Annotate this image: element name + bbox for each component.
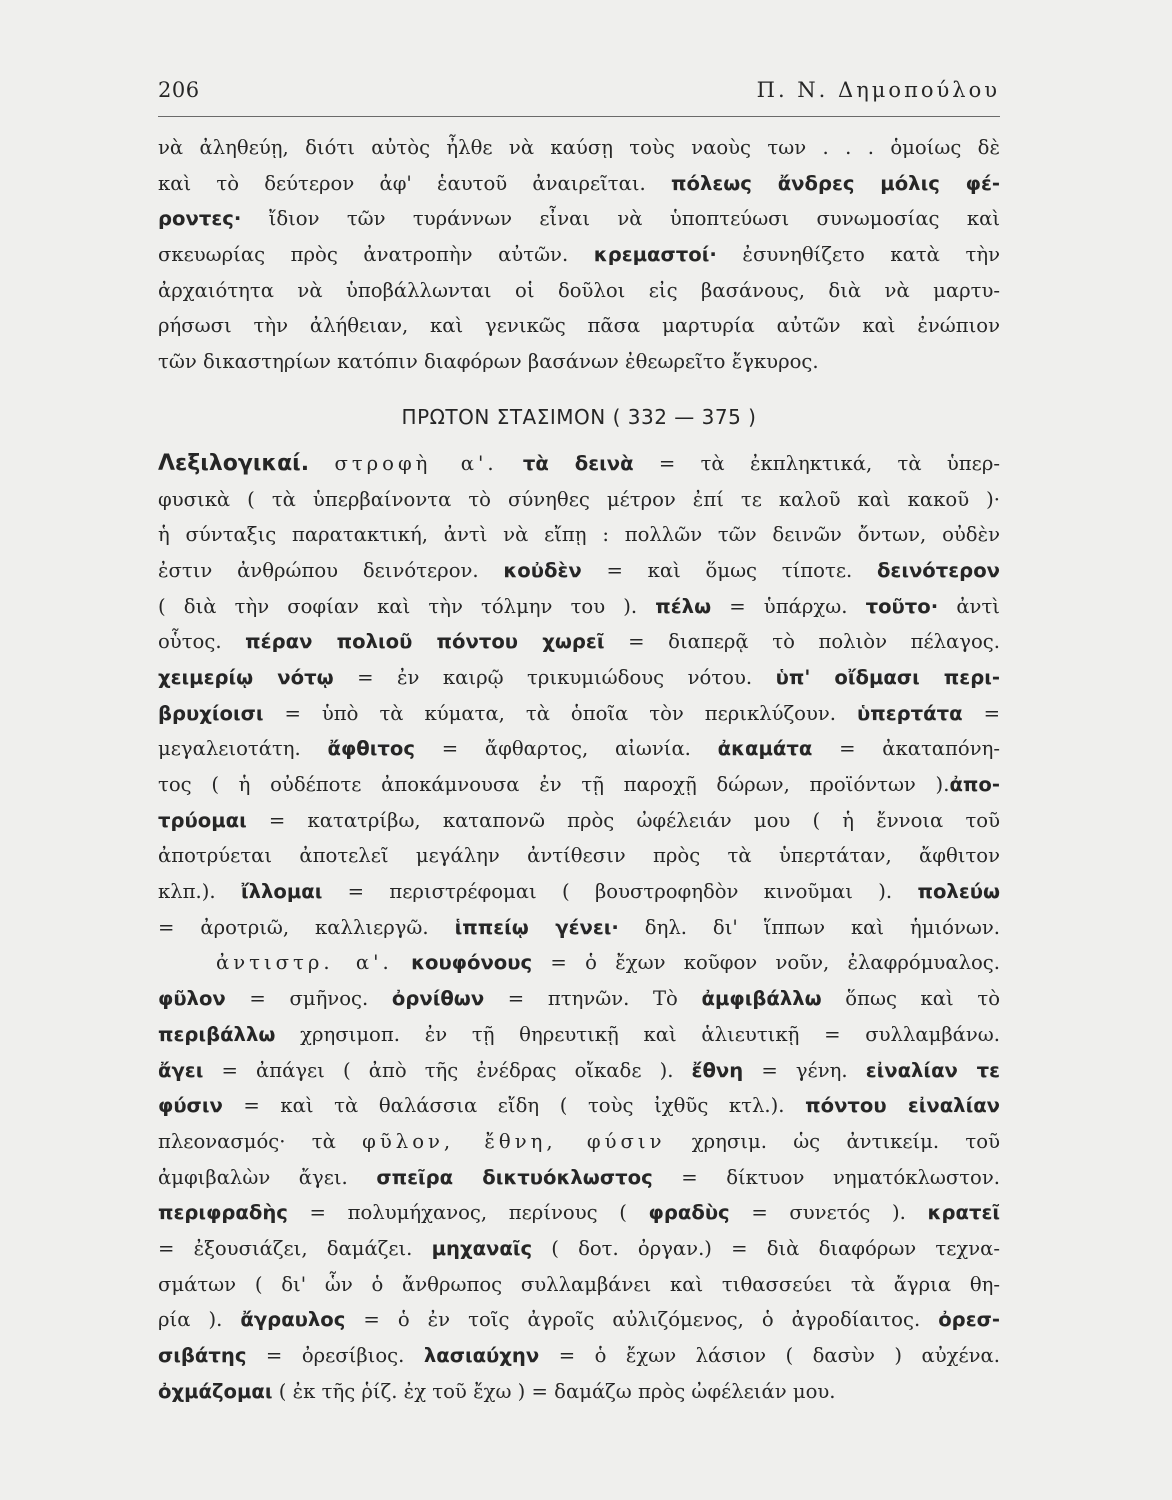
text-line (158, 874, 1000, 910)
lemma-term: πέραν πολιοῦ πόντου χωρεῖ (245, 630, 605, 654)
gloss-text: ἴδιον τῶν τυράννων εἶναι νὰ ὑποπτεύωσι συνωμοσίας καὶ (241, 207, 1000, 231)
text-line (158, 910, 1000, 946)
lemma-term: ἄγει (158, 1058, 204, 1082)
lemma-term: πόλεως ἄνδρες μόλις φέ- (671, 171, 1000, 195)
text-line (158, 130, 1000, 166)
gloss-text: = περιστρέφομαι ( βουστροφηδὸν κινοῦμαι ). (322, 880, 918, 904)
section-title: ΠΡΩΤΟΝ ΣΤΑΣΙΜΟΝ ( 332 — 375 ) (401, 404, 757, 429)
text-line (158, 589, 1000, 625)
lemma-term: ἄγραυλος (240, 1308, 346, 1332)
text-line (158, 482, 1000, 518)
gloss-text: οὗτος. (158, 630, 246, 654)
text-line (158, 201, 1000, 237)
text-line (158, 731, 1000, 767)
spaced-label: ἀντιστρ. α'. (216, 951, 393, 975)
text-line (158, 273, 1000, 309)
gloss-text (498, 452, 523, 475)
lemma-term: τὰ δεινὰ (522, 451, 634, 475)
text-line (158, 1267, 1000, 1303)
gloss-text: μεγαλειοτάτη. (158, 737, 328, 761)
lemma-term: φῦλον (158, 987, 226, 1011)
text-line (158, 517, 1000, 553)
text-line (158, 1053, 1000, 1089)
text-line (158, 1338, 1000, 1374)
gloss-text: = καὶ ὅμως τίποτε. (581, 558, 877, 582)
running-head: Π. Ν. Δημοπούλου (756, 78, 1000, 102)
text-line (158, 1017, 1000, 1053)
lemma-term: ὑπερτάτα (857, 701, 963, 725)
lemma-term: Λεξιλογικαί. (158, 450, 310, 476)
gloss-text: = ἀπάγει ( ἀπὸ τῆς ἐνέδρας οἴκαδε ). (203, 1058, 692, 1082)
text-line (158, 553, 1000, 589)
spaced-label: στροφὴ α'. (334, 451, 498, 475)
gloss-text: = γένη. (743, 1058, 866, 1082)
lemma-term: ἄφθιτος (327, 737, 415, 761)
lemma-term: πολεύω (917, 880, 1000, 904)
gloss-text: = (962, 701, 1000, 725)
lemma-term: περιβάλλω (158, 1022, 276, 1046)
text-line (158, 308, 1000, 344)
gloss-text: ἐσυνηθίζετο κατὰ τὴν (716, 243, 1000, 267)
text-line (158, 838, 1000, 874)
text-line (158, 166, 1000, 202)
lemma-term: τοῦτο· (865, 594, 939, 618)
text-line (158, 1231, 1000, 1267)
gloss-text: = ὑπάρχω. (711, 594, 866, 618)
gloss-text: τος ( ἡ οὐδέποτε ἀποκάμνουσα ἐν τῇ παροχῇ δώρων, προϊόντων ). (158, 773, 950, 796)
text-line (158, 1124, 1000, 1160)
lemma-term: ὀρεσ- (938, 1308, 1000, 1332)
lemma-term: κουφόνους (411, 951, 533, 975)
lemma-term: σπεῖρα δικτυόκλωστος (376, 1165, 653, 1189)
text-line (158, 981, 1000, 1017)
gloss-text: ( διὰ τὴν σοφίαν καὶ τὴν τόλμην του ). (158, 594, 656, 618)
gloss-text: = ὁ ἔχων κοῦφον νοῦν, ἐλαφρόμυαλος. (532, 951, 1000, 975)
text-line (158, 446, 1000, 482)
gloss-text: χρησιμ. ὡς ἀντικείμ. τοῦ (665, 1129, 1000, 1153)
gloss-text: = συνετός ). (729, 1201, 928, 1225)
gloss-text: καὶ τὸ δεύτερον ἀφ' ἑαυτοῦ ἀναιρεῖται. (158, 171, 671, 195)
gloss-text: = ἀκαταπόνη- (812, 737, 1000, 761)
lemma-term: ἀκαμάτα (717, 737, 813, 761)
lemma-term: κρεμαστοί· (593, 243, 717, 267)
lemma-term: εἰναλίαν τε (865, 1058, 1000, 1082)
lemma-term: ἱππείῳ γένει· (454, 915, 619, 939)
lemma-term: κοὐδὲν (503, 558, 582, 582)
text-line (158, 945, 1000, 981)
gloss-text: = ὁ ἐν τοῖς ἀγροῖς αὐλιζόμενος, ὁ ἀγροδίαιτος. (345, 1308, 939, 1332)
gloss-text: = πτηνῶν. Τὸ (484, 987, 702, 1011)
gloss-text: = ἀροτριῶ, καλλιεργῶ. (158, 915, 455, 939)
gloss-text: ρία ). (158, 1308, 241, 1332)
gloss-text: = ἐν καιρῷ τρικυμιώδους νότου. (333, 665, 776, 689)
gloss-text: πλεονασμός· τὰ (158, 1129, 363, 1153)
text-line (158, 767, 1000, 803)
gloss-text: νὰ ἀληθεύῃ, διότι αὐτὸς ἦλθε νὰ καύσῃ τοὺς ναοὺς των . . . ὁμοίως δὲ (158, 136, 1000, 159)
gloss-text: κλπ.). (158, 880, 241, 904)
gloss-text: σμάτων ( δι' ὧν ὁ ἄνθρωπος συλλαμβάνει καὶ τιθασσεύει τὰ ἄγρια θη- (158, 1272, 1000, 1296)
text-line (158, 660, 1000, 696)
lemma-term: φύσιν (158, 1094, 223, 1118)
text-line (158, 1088, 1000, 1124)
gloss-text: ἀποτρύεται ἀποτελεῖ μεγάλην ἀντίθεσιν πρὸς τὰ ὑπερτάταν, ἄφθιτον (158, 844, 1000, 868)
lemma-term: σιβάτης (158, 1344, 247, 1367)
text-line (158, 344, 1000, 380)
commentary-text (158, 130, 1000, 1409)
gloss-text: = ἄφθαρτος, αἰωνία. (414, 737, 718, 761)
gloss-text: ἀντὶ (938, 594, 1000, 618)
lemma-term: πέλω (655, 594, 712, 618)
text-line (158, 1302, 1000, 1338)
gloss-text: δηλ. δι' ἵππων καὶ ἡμιόνων. (618, 915, 1000, 939)
lemma-term: δεινότερον (876, 558, 1000, 582)
gloss-text: φυσικὰ ( τὰ ὑπερβαίνοντα τὸ σύνηθες μέτρον ἐπί τε καλοῦ καὶ κακοῦ )· (158, 487, 1000, 511)
gloss-text: χρησιμοπ. ἐν τῇ θηρευτικῇ καὶ ἁλιευτικῇ = συλλαμβάνω. (275, 1022, 1000, 1046)
lemma-term: κρατεῖ (927, 1201, 1000, 1225)
lemma-term: ὀρνίθων (391, 987, 485, 1011)
text-line (158, 624, 1000, 660)
gloss-text: ἐστιν ἀνθρώπου δεινότερον. (158, 558, 504, 582)
gloss-text: τῶν δικαστηρίων κατόπιν διαφόρων βασάνων ἐθεωρεῖτο ἔγκυρος. (158, 350, 819, 374)
text-line (158, 1195, 1000, 1231)
text-line (158, 803, 1000, 839)
gloss-text: ὅπως καὶ τὸ (821, 987, 1000, 1011)
gloss-text: = διαπερᾷ τὸ πολιὸν πέλαγος. (604, 630, 1000, 654)
gloss-text: = κατατρίβω, καταπονῶ πρὸς ὠφέλειάν μου ( ἡ ἔννοια τοῦ (246, 808, 1000, 832)
page-header (158, 76, 1000, 117)
lemma-term: βρυχίοισι (158, 701, 264, 725)
gloss-text: ( δοτ. ὀργαν.) = διὰ διαφόρων τεχνα- (532, 1236, 1000, 1260)
gloss-text: = ὀρεσίβιος. (246, 1344, 424, 1367)
text-line (158, 1374, 1000, 1410)
gloss-text (309, 452, 334, 475)
lemma-term: ὀχμάζομαι (158, 1379, 273, 1403)
lemma-term: χειμερίῳ νότῳ (158, 665, 334, 689)
gloss-text: ρήσωσι τὴν ἀλήθειαν, καὶ γενικῶς πᾶσα μαρτυρία αὐτῶν καὶ ἐνώπιον (158, 314, 1000, 338)
gloss-text: = σμῆνος. (225, 987, 392, 1011)
gloss-text (393, 951, 411, 974)
lemma-term: φραδὺς (648, 1201, 730, 1225)
lemma-term: ἀμφιβάλλω (701, 987, 822, 1011)
gloss-text: ( ἐκ τῆς ῥίζ. ἐχ τοῦ ἔχω ) = δαμάζω πρὸς ὠφέλειάν μου. (272, 1379, 836, 1403)
text-line (158, 696, 1000, 732)
gloss-text: = ὑπὸ τὰ κύματα, τὰ ὁποῖα τὸν περικλύζουν. (263, 701, 857, 725)
lemma-term: ἔθνη (691, 1058, 744, 1082)
gloss-text: = καὶ τὰ θαλάσσια εἴδη ( τοὺς ἰχθῦς κτλ.). (222, 1094, 806, 1118)
lemma-term: περιφραδὴς (158, 1201, 288, 1225)
lemma-term: λασιαύχην (423, 1344, 540, 1367)
lemma-term: πόντου εἰναλίαν (805, 1094, 1000, 1118)
gloss-text: = πολυμήχανος, περίνους ( (287, 1201, 649, 1225)
gloss-text: = δίκτυον νηματόκλωστον. (652, 1165, 1000, 1189)
text-line (158, 237, 1000, 273)
gloss-text: = τὰ ἐκπληκτικά, τὰ ὑπερ- (633, 451, 1000, 475)
lemma-term: ὑπ' οἴδμασι περι- (775, 665, 1000, 689)
spaced-label: φῦλον, ἔθνη, φύσιν (362, 1129, 666, 1153)
lemma-term: ροντες· (158, 207, 242, 231)
gloss-text: = ἐξουσιάζει, δαμάζει. (158, 1236, 432, 1260)
text-line (158, 1160, 1000, 1196)
lemma-term: ἴλλομαι (240, 880, 323, 904)
lemma-term: μηχαναῖς (431, 1236, 533, 1260)
gloss-text: = ὁ ἔχων λάσιον ( δασὺν ) αὐχένα. (539, 1344, 1000, 1367)
gloss-text: ἀρχαιότητα νὰ ὑποβάλλωνται οἱ δοῦλοι εἰς βασάνους, διὰ νὰ μαρτυ- (158, 278, 1000, 302)
gloss-text: σκευωρίας πρὸς ἀνατροπὴν αὐτῶν. (158, 243, 594, 267)
lemma-term: τρύομαι (158, 808, 247, 832)
gloss-text: ἡ σύνταξις παρατακτική, ἀντὶ νὰ εἴπῃ : πολλῶν τῶν δεινῶν ὄντων, οὐδὲν (158, 523, 1000, 547)
page-number: 206 (158, 78, 200, 102)
gloss-text: ἀμφιβαλὼν ἄγει. (158, 1165, 377, 1189)
lemma-term: ἀπο- (949, 773, 1000, 796)
